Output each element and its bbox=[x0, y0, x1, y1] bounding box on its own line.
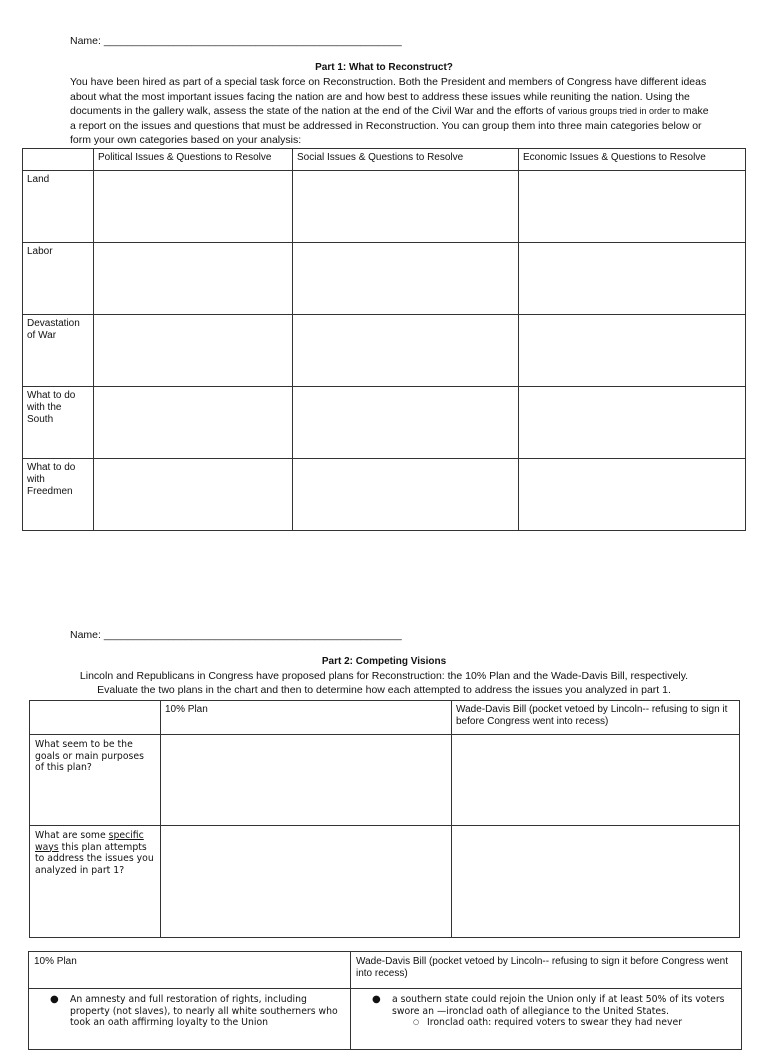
q2-pre: What are some bbox=[35, 830, 109, 841]
part2-intro bbox=[40, 669, 728, 697]
answer-cell[interactable] bbox=[94, 243, 293, 315]
header-political: Political Issues & Questions to Resolve bbox=[94, 149, 293, 171]
answer-cell[interactable] bbox=[452, 735, 740, 826]
sub-list-item: ○ Ironclad oath: required voters to swear they had never bbox=[427, 1017, 736, 1029]
header-wade-davis-bill: Wade-Davis Bill (pocket vetoed by Lincoln-- refusing to sign it before Congress went into recess) bbox=[452, 701, 740, 735]
intro-text-b: make a report on the issues and questions that must be addressed in Reconstruction. You can group them into three main categories below or form your own categories based on your analysis: bbox=[70, 105, 709, 146]
reconstruction-issues-table bbox=[22, 148, 746, 531]
answer-cell[interactable] bbox=[519, 315, 746, 387]
row-label-south: What to do with the South bbox=[23, 387, 94, 459]
q2-underline: specific ways bbox=[35, 830, 144, 853]
answer-cell[interactable] bbox=[94, 387, 293, 459]
answer-cell[interactable] bbox=[94, 171, 293, 243]
answer-cell[interactable] bbox=[293, 171, 519, 243]
header-ten-percent-plan: 10% Plan bbox=[161, 701, 452, 735]
intro-text-small: various groups tried in order to bbox=[557, 106, 680, 116]
intro-text-a: You have been hired as part of a special task force on Reconstruction. Both the President and members of Congress have different ideas about what the most important issues facing the nation are and how best to address these issues while reuniting the nation. Using the documents in the gallery walk, assess the state of the nation at the end of the Civil War and the efforts of bbox=[70, 76, 707, 117]
plan-details-table bbox=[28, 951, 742, 1050]
header-wade-davis-bill: Wade-Davis Bill (pocket vetoed by Lincoln-- refusing to sign it before Congress went into recess) bbox=[351, 952, 742, 989]
answer-cell[interactable] bbox=[519, 387, 746, 459]
header-social: Social Issues & Questions to Resolve bbox=[293, 149, 519, 171]
answer-cell[interactable] bbox=[519, 171, 746, 243]
row-label-freedmen: What to do with Freedmen bbox=[23, 459, 94, 531]
part2-title: Part 2: Competing Visions bbox=[321, 656, 447, 667]
header-economic: Economic Issues & Questions to Resolve bbox=[519, 149, 746, 171]
part1-intro bbox=[70, 75, 710, 148]
answer-cell[interactable] bbox=[293, 243, 519, 315]
q2-post: this plan attempts to address the issues you analyzed in part 1? bbox=[35, 841, 154, 876]
list-item bbox=[392, 994, 736, 1029]
header-blank bbox=[23, 149, 94, 171]
question-goals: What seem to be the goals or main purposes of this plan? bbox=[30, 735, 161, 826]
row-label-labor: Labor bbox=[23, 243, 94, 315]
answer-cell[interactable] bbox=[94, 315, 293, 387]
part2-intro-line2: Evaluate the two plans in the chart and then to determine how each attempted to address the issues you analyzed in part 1. bbox=[97, 684, 671, 696]
header-blank bbox=[30, 701, 161, 735]
answer-cell[interactable] bbox=[161, 826, 452, 938]
answer-cell[interactable] bbox=[161, 735, 452, 826]
row-label-devastation: Devastation of War bbox=[23, 315, 94, 387]
answer-cell[interactable] bbox=[94, 459, 293, 531]
competing-visions-table bbox=[29, 700, 740, 938]
answer-cell[interactable] bbox=[519, 459, 746, 531]
part1-title: Part 1: What to Reconstruct? bbox=[315, 62, 453, 73]
list-item: ● An amnesty and full restoration of rights, including property (not slaves), to nearly all white southerners who took an oath affirming loyalty to the Union bbox=[70, 994, 345, 1029]
answer-cell[interactable] bbox=[293, 387, 519, 459]
header-ten-percent-plan: 10% Plan bbox=[29, 952, 351, 989]
answer-cell[interactable] bbox=[293, 315, 519, 387]
name-label: Name: ___________________________________________________ bbox=[70, 629, 402, 641]
row-label-land: Land bbox=[23, 171, 94, 243]
answer-cell[interactable] bbox=[519, 243, 746, 315]
answer-cell[interactable] bbox=[293, 459, 519, 531]
question-specific-ways bbox=[30, 826, 161, 938]
list-item-text: a southern state could rejoin the Union only if at least 50% of its voters swore an —ironclad oath of allegiance to the United States. bbox=[392, 994, 725, 1017]
part2-intro-line1: Lincoln and Republicans in Congress have proposed plans for Reconstruction: the 10% Plan and the Wade-Davis Bill, respectively. bbox=[79, 670, 689, 682]
wade-davis-details bbox=[351, 989, 742, 1050]
answer-cell[interactable] bbox=[452, 826, 740, 938]
ten-percent-details bbox=[29, 989, 351, 1050]
name-label: Name: ___________________________________________________ bbox=[70, 35, 402, 47]
